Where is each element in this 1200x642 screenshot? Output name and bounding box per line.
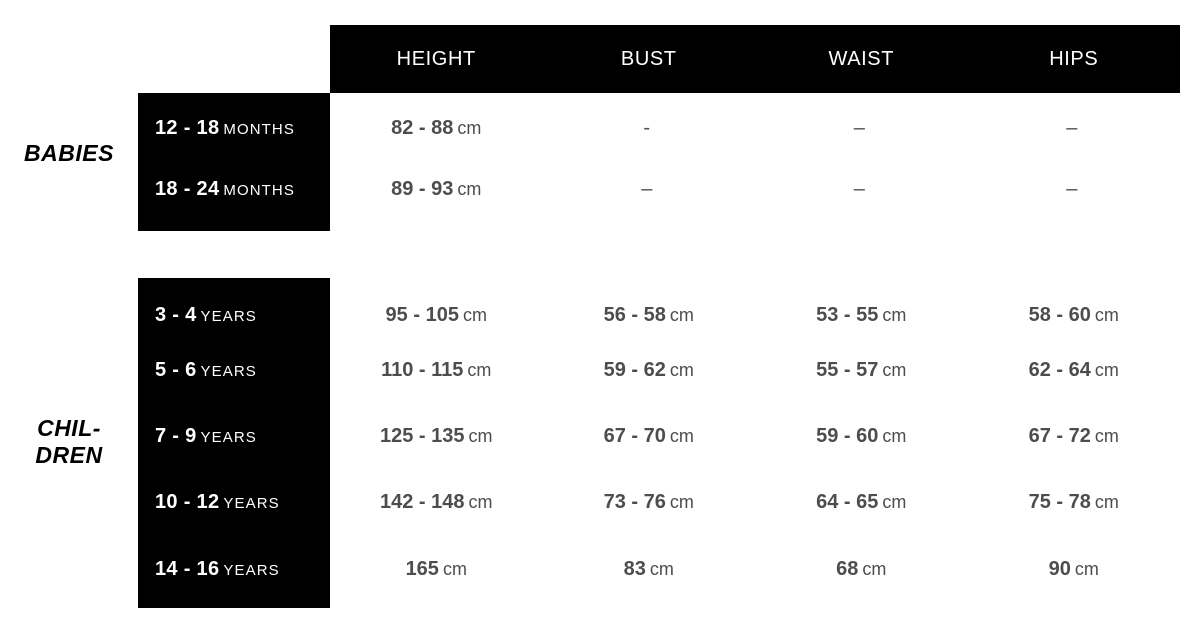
cell-value: 68: [836, 557, 859, 580]
group-title-babies: BABIES: [24, 140, 114, 166]
cell-unit: cm: [442, 558, 467, 579]
cell-unit: cm: [457, 178, 482, 199]
cell-height: [330, 304, 543, 327]
row-values: [330, 558, 1180, 581]
row-size-unit: MONTHS: [223, 181, 295, 199]
cell-value: 89 - 93: [391, 177, 454, 200]
cell-value: –: [853, 177, 865, 200]
cell-waist: [755, 178, 968, 201]
row-size-unit: YEARS: [223, 561, 280, 579]
cell-hips: [968, 491, 1181, 514]
column-header-hips: HIPS: [1049, 47, 1099, 70]
cell-value: 142 - 148: [379, 490, 465, 513]
row-size-unit: MONTHS: [223, 120, 295, 138]
cell-value: 165: [405, 557, 439, 580]
cell-waist: [755, 359, 968, 382]
cell-value: 62 - 64: [1028, 358, 1091, 381]
cell-value: 75 - 78: [1028, 490, 1091, 513]
row-values: [330, 178, 1180, 201]
table-row: [138, 416, 1180, 456]
cell-bust: [543, 304, 756, 327]
row-size-value: 5 - 6: [155, 358, 197, 381]
cell-unit: cm: [462, 304, 487, 325]
cell-hips: [968, 304, 1181, 327]
cell-bust: [543, 178, 756, 201]
cell-waist: [755, 425, 968, 448]
cell-height: [330, 178, 543, 201]
cell-unit: cm: [882, 304, 907, 325]
table-row: [138, 350, 1180, 390]
cell-value: 90: [1048, 557, 1071, 580]
cell-unit: cm: [882, 425, 907, 446]
cell-unit: cm: [1094, 425, 1119, 446]
cell-unit: cm: [467, 359, 492, 380]
cell-bust: [543, 491, 756, 514]
cell-value: 67 - 70: [603, 424, 666, 447]
table-header-row: [330, 25, 1180, 93]
table-row: [138, 169, 1180, 209]
row-values: [330, 117, 1180, 140]
cell-value: -: [643, 116, 651, 139]
cell-value: –: [641, 177, 653, 200]
cell-value: 53 - 55: [816, 303, 879, 326]
cell-waist: [755, 117, 968, 140]
cell-hips: [968, 425, 1181, 448]
cell-value: 110 - 115: [381, 358, 464, 381]
table-row: [138, 108, 1180, 148]
cell-unit: cm: [1094, 359, 1119, 380]
cell-hips: [968, 558, 1181, 581]
group-title-children-line1: CHIL-: [37, 415, 101, 441]
cell-value: 83: [623, 557, 646, 580]
row-values: [330, 304, 1180, 327]
row-values: [330, 491, 1180, 514]
cell-height: [330, 491, 543, 514]
cell-value: 59 - 60: [816, 424, 879, 447]
row-size-label: [138, 117, 330, 140]
cell-value: 125 - 135: [379, 424, 465, 447]
cell-hips: [968, 117, 1181, 140]
table-row: [138, 295, 1180, 335]
column-header-bust: BUST: [620, 47, 677, 70]
cell-bust: [543, 558, 756, 581]
cell-value: –: [1066, 116, 1078, 139]
cell-unit: cm: [1094, 304, 1119, 325]
cell-hips: [968, 359, 1181, 382]
cell-value: 58 - 60: [1028, 303, 1091, 326]
cell-unit: cm: [669, 304, 694, 325]
row-size-value: 12 - 18: [155, 116, 220, 139]
cell-bust: [543, 117, 756, 140]
cell-value: 82 - 88: [391, 116, 454, 139]
row-size-value: 18 - 24: [155, 177, 220, 200]
cell-waist: [755, 558, 968, 581]
cell-unit: cm: [468, 425, 493, 446]
cell-waist: [755, 491, 968, 514]
row-size-unit: YEARS: [200, 307, 257, 325]
column-header-height: HEIGHT: [396, 47, 476, 70]
cell-bust: [543, 359, 756, 382]
cell-unit: cm: [882, 359, 907, 380]
row-size-label: [138, 425, 330, 448]
cell-bust: [543, 425, 756, 448]
cell-height: [330, 117, 543, 140]
cell-value: 56 - 58: [603, 303, 666, 326]
row-size-label: [138, 304, 330, 327]
cell-height: [330, 425, 543, 448]
cell-value: –: [1066, 177, 1078, 200]
row-size-label: [138, 178, 330, 201]
cell-value: 67 - 72: [1028, 424, 1091, 447]
row-size-label: [138, 491, 330, 514]
cell-value: –: [853, 116, 865, 139]
row-size-value: 7 - 9: [155, 424, 197, 447]
cell-value: 59 - 62: [603, 358, 666, 381]
cell-value: 95 - 105: [385, 303, 459, 326]
row-size-value: 10 - 12: [155, 490, 220, 513]
table-row: [138, 549, 1180, 589]
cell-unit: cm: [862, 558, 887, 579]
cell-unit: cm: [468, 491, 493, 512]
row-size-unit: YEARS: [223, 494, 280, 512]
row-size-unit: YEARS: [200, 428, 257, 446]
row-values: [330, 425, 1180, 448]
table-row: [138, 482, 1180, 522]
group-title-children: [0, 415, 138, 469]
cell-unit: cm: [669, 425, 694, 446]
cell-unit: cm: [649, 558, 674, 579]
cell-waist: [755, 304, 968, 327]
cell-unit: cm: [882, 491, 907, 512]
cell-value: 64 - 65: [816, 490, 879, 513]
cell-unit: cm: [457, 117, 482, 138]
column-header-waist: WAIST: [828, 47, 895, 70]
row-size-label: [138, 359, 330, 382]
cell-unit: cm: [669, 359, 694, 380]
cell-unit: cm: [1094, 491, 1119, 512]
cell-value: 55 - 57: [816, 358, 879, 381]
row-size-unit: YEARS: [200, 362, 257, 380]
cell-height: [330, 359, 543, 382]
cell-unit: cm: [669, 491, 694, 512]
row-size-value: 3 - 4: [155, 303, 197, 326]
cell-unit: cm: [1074, 558, 1099, 579]
row-values: [330, 359, 1180, 382]
cell-height: [330, 558, 543, 581]
cell-value: 73 - 76: [603, 490, 666, 513]
row-size-label: [138, 558, 330, 581]
row-size-value: 14 - 16: [155, 557, 220, 580]
group-title-children-line2: DREN: [35, 442, 103, 469]
cell-hips: [968, 178, 1181, 201]
